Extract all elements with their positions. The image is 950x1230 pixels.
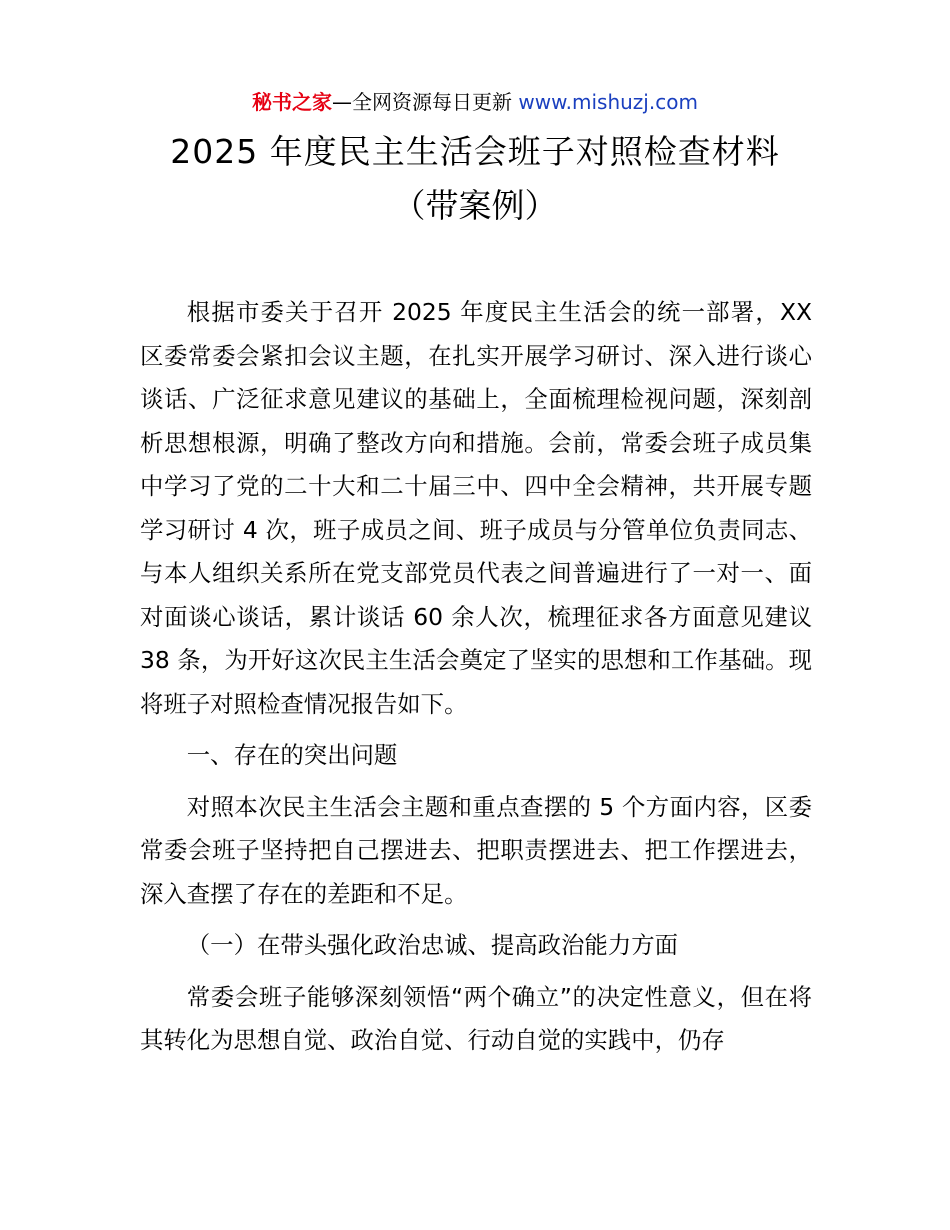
site-name: 秘书之家 xyxy=(252,90,333,114)
document-subtitle: （带案例） xyxy=(392,186,558,225)
document-title: 2025 年度民主生活会班子对照检查材料 xyxy=(170,132,780,171)
subsection-paragraph: 常委会班子能够深刻领悟“两个确立”的决定性意义，但在将其转化为思想自觉、政治自觉、行动自觉的实践中，仍存 xyxy=(140,982,812,1054)
site-url-link[interactable]: www.mishuzj.com xyxy=(518,90,698,114)
section-heading: 一、存在的突出问题 xyxy=(186,741,398,769)
site-header xyxy=(0,88,950,116)
document-body xyxy=(140,291,812,1063)
subsection-heading: （一）在带头强化政治忠诚、提高政治能力方面 xyxy=(186,931,678,959)
site-slogan: —全网资源每日更新 xyxy=(332,90,519,114)
section-paragraph: 对照本次民主生活会主题和重点查摆的 5 个方面内容，区委常委会班子坚持把自己摆进去、把职责摆进去、把工作摆进去，深入查摆了存在的差距和不足。 xyxy=(140,792,812,908)
intro-paragraph: 根据市委关于召开 2025 年度民主生活会的统一部署，XX 区委常委会紧扣会议主题，在扎实开展学习研讨、深入进行谈心谈话、广泛征求意见建议的基础上，全面梳理检视问题，深刻剖析思想根源，明确了整改方向和措施。会前，常委会班子成员集中学习了党的二十大和二十届三中、四中全会精神，共开展专题学习研讨 4 次，班子成员之间、班子成员与分管单位负责同志、与本人组织关系所在党支部党员代表之间普遍进行了一对一、面对面谈心谈话，累计谈话 60 余人次，梳理征求各方面意见建议 38 条，为开好这次民主生活会奠定了坚实的思想和工作基础。现将班子对照检查情况报告如下。 xyxy=(140,298,812,718)
